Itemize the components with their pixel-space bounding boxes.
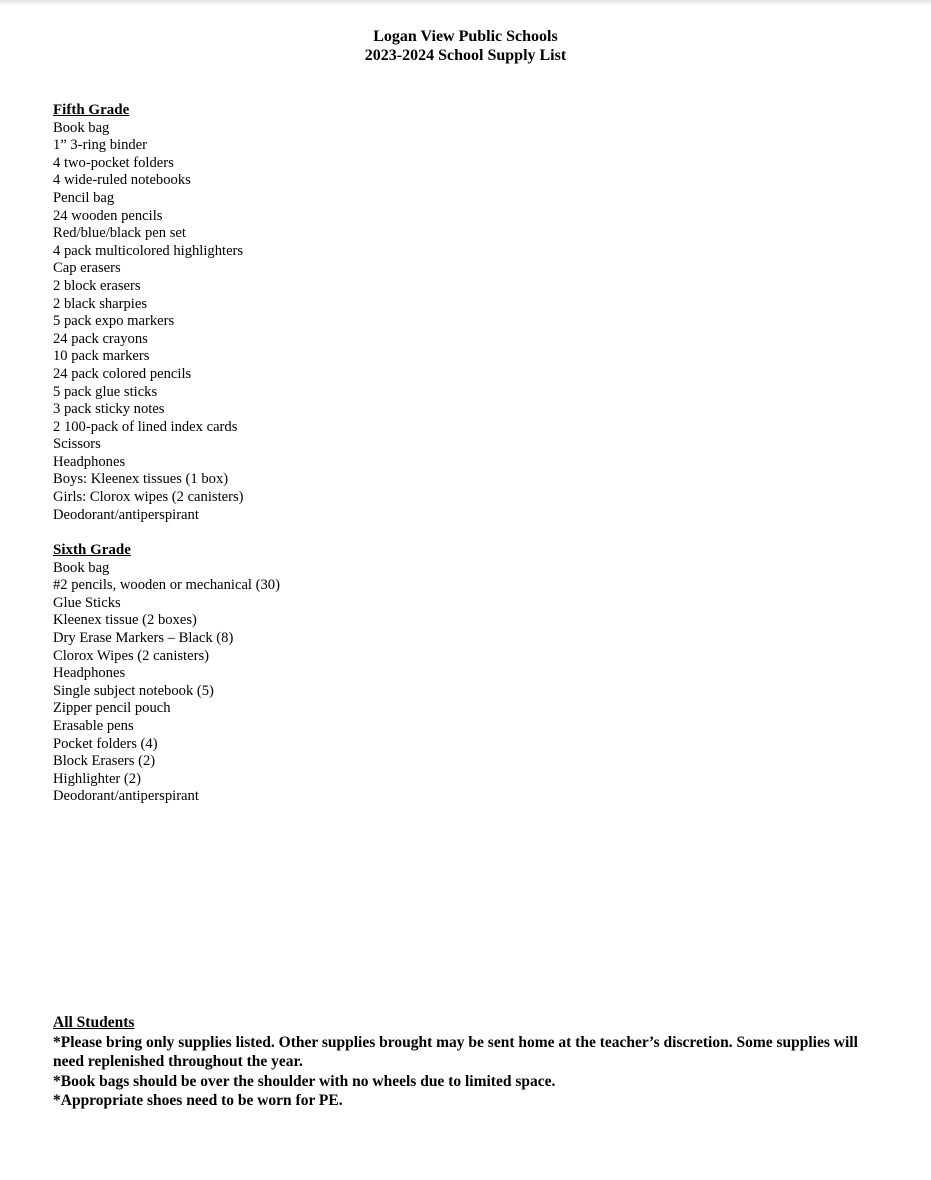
book-bag-note: *Book bags should be over the shoulder with no wheels due to limited space.: [53, 1072, 556, 1090]
pe-shoes-note: *Appropriate shoes need to be worn for PE.: [53, 1092, 343, 1109]
list-item: 2 black sharpies: [53, 295, 148, 312]
fifth-grade-heading: Fifth Grade: [53, 102, 130, 118]
list-item: 3 pack sticky notes: [53, 401, 165, 418]
school-name: Logan View Public Schools: [373, 28, 558, 45]
list-item: Pencil bag: [53, 189, 115, 206]
list-item: Erasable pens: [53, 717, 134, 734]
list-item: 4 wide-ruled notebooks: [53, 172, 191, 189]
list-item: #2 pencils, wooden or mechanical (30): [53, 577, 280, 594]
list-title: 2023-2024 School Supply List: [364, 47, 567, 64]
list-item: 24 pack colored pencils: [53, 365, 192, 382]
all-students-section: [53, 1013, 883, 1111]
sixth-grade-heading: Sixth Grade: [53, 542, 131, 558]
list-item: 4 pack multicolored highlighters: [53, 242, 244, 259]
list-item: 1” 3-ring binder: [53, 137, 148, 154]
list-item: Zipper pencil pouch: [53, 700, 171, 717]
fifth-grade-supply-list: [53, 120, 244, 525]
list-item: Headphones: [53, 665, 126, 682]
list-item: Glue Sticks: [53, 594, 121, 611]
list-item: Deodorant/antiperspirant: [53, 788, 199, 805]
list-item: Girls: Clorox wipes (2 canisters): [53, 489, 244, 506]
list-item: 5 pack glue sticks: [53, 383, 158, 400]
list-item: 5 pack expo markers: [53, 313, 175, 330]
sixth-grade-section: [53, 542, 280, 806]
list-item: Clorox Wipes (2 canisters): [53, 647, 209, 664]
list-item: 24 wooden pencils: [53, 207, 163, 224]
list-item: Kleenex tissue (2 boxes): [53, 612, 197, 629]
list-item: 2 100-pack of lined index cards: [53, 418, 238, 435]
list-item: Pocket folders (4): [53, 735, 158, 752]
list-item: Boys: Kleenex tissues (1 box): [53, 471, 229, 488]
list-item: Cap erasers: [53, 260, 121, 277]
list-item: 24 pack crayons: [53, 330, 148, 347]
list-item: Scissors: [53, 436, 101, 453]
document-header: [0, 27, 931, 65]
fifth-grade-section: [53, 102, 244, 524]
page-top-shadow: [0, 0, 931, 6]
list-item: Single subject notebook (5): [53, 682, 214, 699]
list-item: 10 pack markers: [53, 348, 150, 365]
supplies-policy-note: *Please bring only supplies listed. Other supplies brought may be sent home at the teacher’s discretion. Some supplies will need replenished throughout the year.: [53, 1033, 858, 1070]
list-item: Highlighter (2): [53, 770, 141, 787]
list-item: Block Erasers (2): [53, 753, 156, 770]
list-item: 4 two-pocket folders: [53, 154, 174, 171]
list-item: Deodorant/antiperspirant: [53, 506, 199, 523]
list-item: Book bag: [53, 559, 110, 576]
list-item: Headphones: [53, 453, 126, 470]
list-item: 2 block erasers: [53, 277, 141, 294]
list-item: Book bag: [53, 119, 110, 136]
list-item: Red/blue/black pen set: [53, 225, 186, 242]
all-students-heading: All Students: [53, 1014, 135, 1031]
list-item: Dry Erase Markers – Black (8): [53, 629, 234, 646]
sixth-grade-supply-list: [53, 560, 280, 806]
